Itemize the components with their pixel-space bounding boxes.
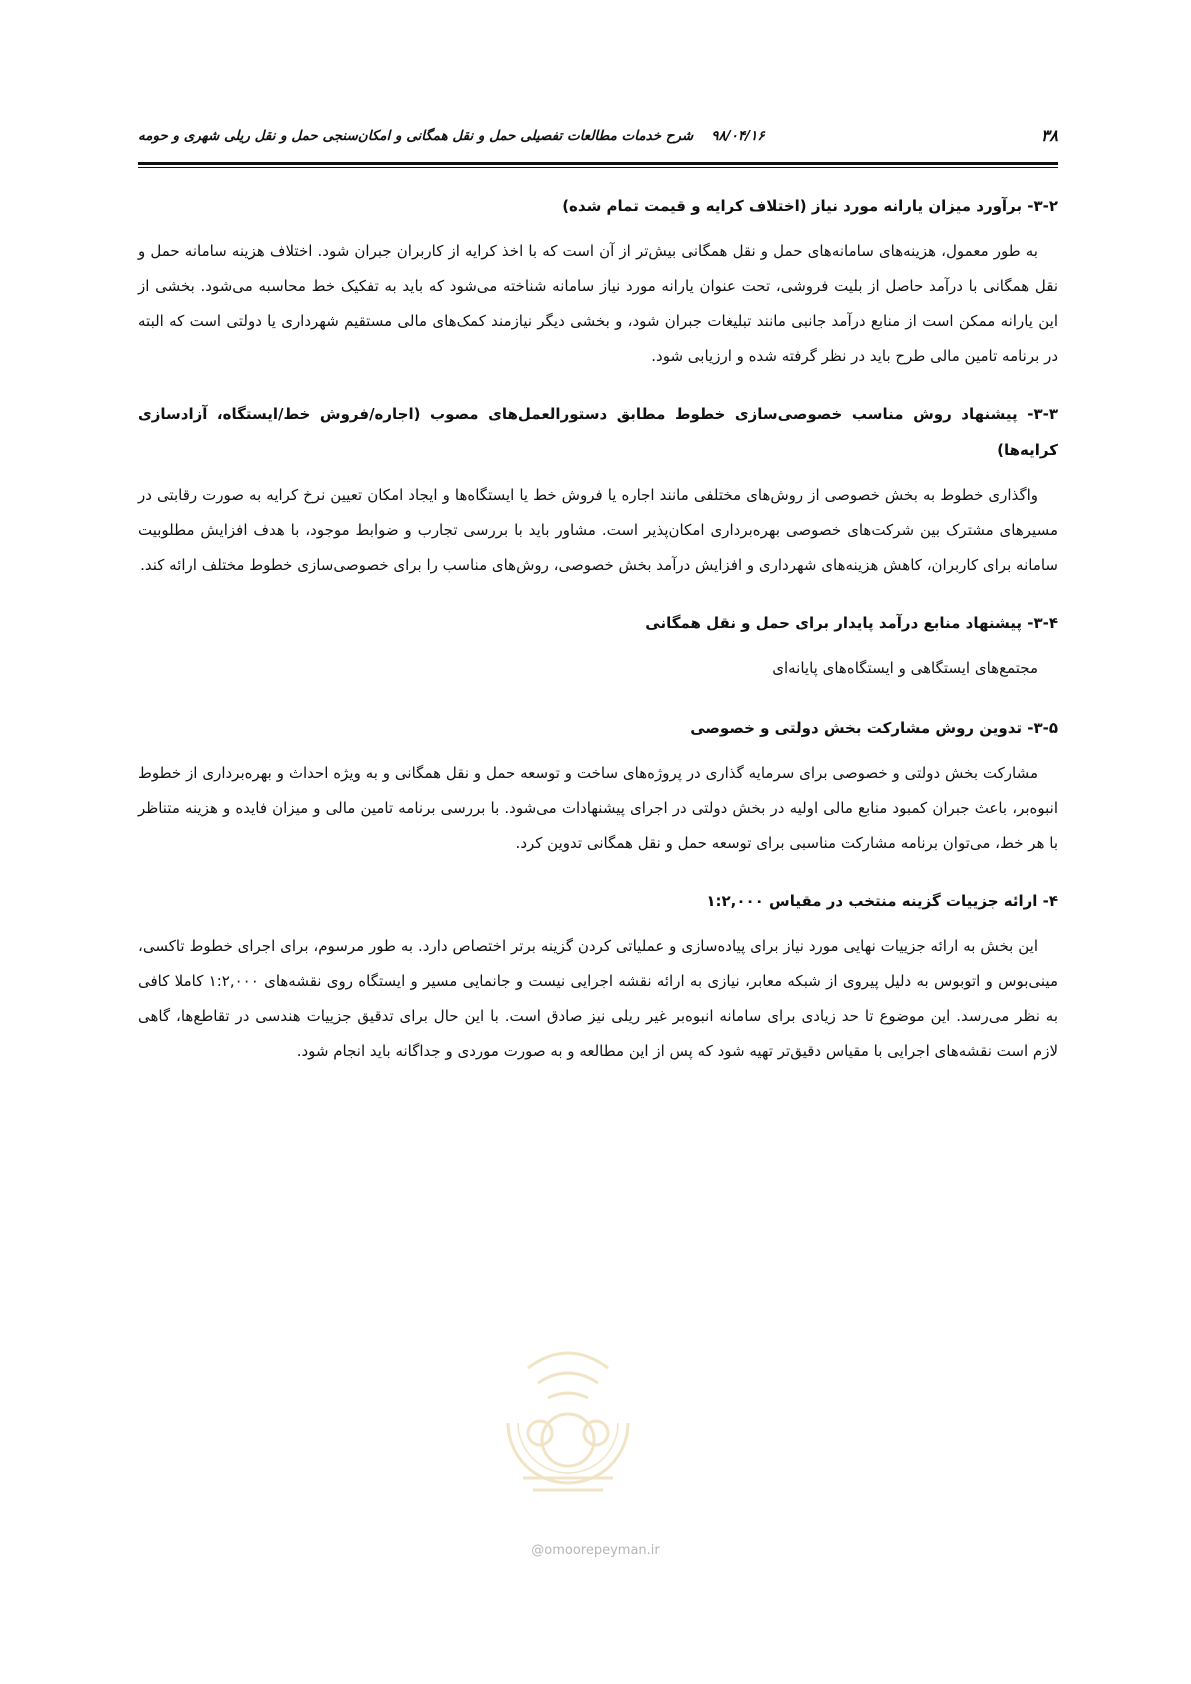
header-title-line bbox=[138, 128, 765, 144]
section-heading: ۳-۴- پیشنهاد منابع درآمد پایدار برای حمل و نقل همگانی bbox=[645, 614, 1058, 632]
section-heading: ۳-۳- پیشنهاد روش مناسب خصوصی‌سازی خطوط مطابق دستورالعمل‌های مصوب (اجاره/فروش خط/ایستگاه، آزادسازی کرایه‌ها) bbox=[138, 405, 1058, 459]
section-heading: ۴- ارائه جزییات گزینه منتخب در مقیاس ۱:۲,۰۰۰ bbox=[706, 892, 1058, 910]
section-paragraph: این بخش به ارائه جزییات نهایی مورد نیاز برای پیاده‌سازی و عملیاتی کردن گزینه برتر اختصاص دارد. به طور مرسوم، برای اجرای خطوط تاکسی، مینی‌بوس و اتوبوس به دلیل پیروی از شبکه معابر، نیازی به ارائه نقشه اجرایی نیست و جانمایی مسیر و ایستگاه روی نقشه‌های ۱:۲,۰۰۰ کاملا کافی به نظر می‌رسد. این موضوع تا حد زیادی برای سامانه انبوه‌بر غیر ریلی نیز صادق است. با این حال برای تدقیق جزییات هندسی در تقاطع‌ها، گاهی لازم است نقشه‌های اجرایی با مقیاس دقیق‌تر تهیه شود که پس از این مطالعه و به صورت موردی و جداگانه باید انجام شود. bbox=[138, 937, 1058, 1060]
header-date: ۹۸/۰۴/۱۶ bbox=[711, 128, 765, 144]
section-paragraph: به طور معمول، هزینه‌های سامانه‌های حمل و نقل همگانی بیش‌تر از آن است که با اخذ کرایه از کاربران جبران شود. اختلاف هزینه سامانه حمل و نقل همگانی با درآمد حاصل از بلیت فروشی، تحت عنوان یارانه مورد نیاز سامانه شناخته می‌شود که باید به تفکیک خط محاسبه می‌شود. بخشی از این یارانه ممکن است از منابع درآمد جانبی مانند تبلیغات جبران شود، و بخشی دیگر نیازمند کمک‌های مالی مستقیم شهرداری یا دولتی است که البته در برنامه تامین مالی طرح باید در نظر گرفته شده و ارزیابی شود. bbox=[138, 242, 1058, 365]
watermark-logo-icon bbox=[478, 1328, 658, 1508]
header-rule bbox=[138, 162, 1058, 165]
header-title: شرح خدمات مطالعات تفصیلی حمل و نقل همگانی و امکان‌سنجی حمل و نقل ریلی شهری و حومه bbox=[138, 128, 694, 144]
section-paragraph: مشارکت بخش دولتی و خصوصی برای سرمایه گذاری در پروژه‌های ساخت و توسعه حمل و نقل همگانی و به ویژه احداث و بهره‌برداری از خطوط انبوه‌بر، باعث جبران کمبود منابع مالی اولیه در بخش دولتی در اجرای پیشنهادات می‌شود. با بررسی برنامه تامین مالی و میزان فایده و هزینه متناظر با هر خط، می‌توان برنامه مشارکت مناسبی برای توسعه حمل و نقل همگانی تدوین کرد. bbox=[138, 764, 1058, 852]
page-header bbox=[138, 126, 1058, 154]
watermark-url: @omoorepeyman.ir bbox=[531, 1543, 660, 1558]
page-content bbox=[138, 188, 1058, 1091]
section-paragraph: مجتمع‌های ایستگاهی و ایستگاه‌های پایانه‌ای bbox=[772, 659, 1038, 677]
page-number: ۳۸ bbox=[1040, 126, 1058, 145]
header-rule-thin bbox=[138, 167, 1058, 168]
section-paragraph: واگذاری خطوط به بخش خصوصی از روش‌های مختلفی مانند اجاره یا فروش خط یا ایستگاه‌ها و ایجاد امکان تعیین نرخ کرایه به صورت رقابتی در مسیرهای مشترک بین شرکت‌های خصوصی بهره‌برداری امکان‌پذیر است. مشاور باید با بررسی تجارب و ضوابط موجود، با هدف افزایش مطلوبیت سامانه برای کاربران، کاهش هزینه‌های شهرداری و افزایش درآمد بخش خصوصی، روش‌های مناسب را برای خصوصی‌سازی خطوط مختلف ارائه کند. bbox=[138, 486, 1058, 574]
section-heading: ۳-۵- تدوین روش مشارکت بخش دولتی و خصوصی bbox=[690, 719, 1058, 737]
section-heading: ۳-۲- برآورد میزان یارانه مورد نیاز (اختلاف کرایه و قیمت تمام شده) bbox=[562, 197, 1058, 215]
